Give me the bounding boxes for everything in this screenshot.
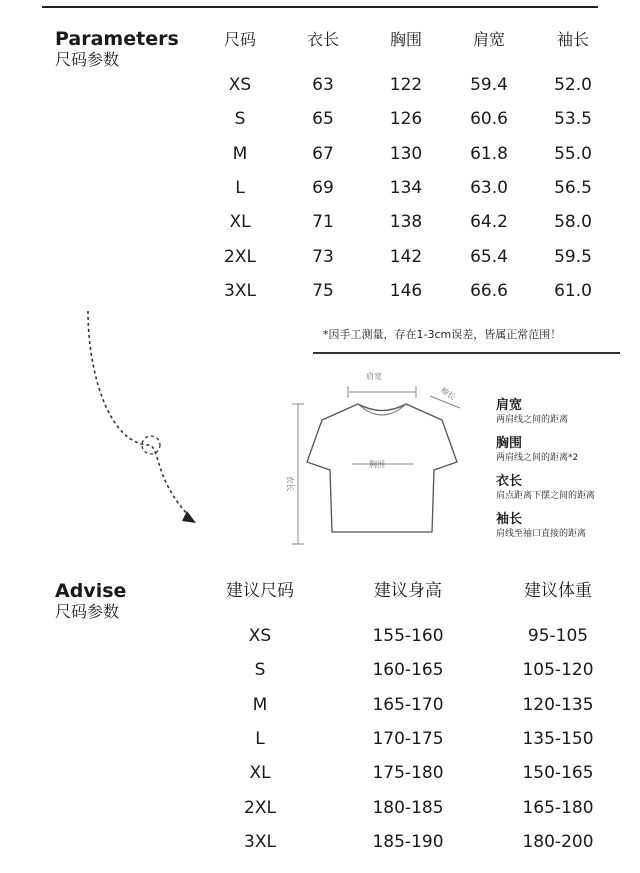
table-cell: 55.0 <box>554 143 592 164</box>
table-cell: 59.4 <box>470 75 508 95</box>
legend-desc: 两肩线之间的距离 <box>496 415 569 425</box>
legend-title: 肩宽 <box>496 398 523 413</box>
table-cell: 146 <box>389 280 423 301</box>
table-cell: 160-165 <box>372 660 444 681</box>
dotted-arrow-icon <box>80 305 210 535</box>
table-header-cell: 建议身高 <box>374 581 442 601</box>
advise-subtitle: 尺码参数 <box>55 602 120 621</box>
table-cell: 142 <box>389 246 423 267</box>
table-cell: 2XL <box>244 797 276 818</box>
diagram-chest-label: 胸围 <box>369 460 385 469</box>
table-cell: 130 <box>389 143 423 164</box>
table-cell: 61.8 <box>470 143 508 164</box>
table-cell: XS <box>248 626 272 646</box>
table-cell: 65 <box>312 109 334 130</box>
table-cell: 64.2 <box>470 212 508 233</box>
table-cell: 120-135 <box>522 694 594 715</box>
table-header-cell: 袖长 <box>556 30 589 49</box>
legend <box>496 398 595 550</box>
table-cell: S <box>254 660 266 681</box>
table-cell: 58.0 <box>554 212 592 233</box>
table-cell: 67 <box>312 143 334 164</box>
table-header-cell: 衣长 <box>306 30 339 49</box>
table-cell: 75 <box>312 280 334 301</box>
legend-title: 衣长 <box>496 474 523 489</box>
table-cell: XL <box>249 763 271 784</box>
diagram-sleeve-label: 袖长 <box>438 385 458 402</box>
advise-heading <box>55 580 126 622</box>
diagram-length-label: 衣长 <box>285 475 295 492</box>
table-cell: 65.4 <box>470 246 508 267</box>
table-cell: 63 <box>312 75 334 95</box>
table-cell: 63.0 <box>470 177 508 198</box>
table-cell: 165-170 <box>372 694 444 715</box>
table-cell: L <box>235 177 245 198</box>
table-cell: M <box>252 694 268 715</box>
measurement-note: *因手工测量，存在1-3cm误差，皆属正常范围！ <box>323 328 562 341</box>
table-cell: 53.5 <box>554 109 592 130</box>
table-cell: 138 <box>389 212 423 233</box>
table-cell: 61.0 <box>554 280 592 301</box>
table-cell: 122 <box>389 75 423 95</box>
table-cell: 134 <box>389 177 423 198</box>
table-cell: 155-160 <box>372 626 444 646</box>
table-cell: XS <box>228 75 252 95</box>
legend-desc: 肩点距离下摆之间的距离 <box>496 491 596 501</box>
legend-title: 胸围 <box>496 436 523 451</box>
table-cell: 105-120 <box>522 660 594 681</box>
table-cell: M <box>232 143 248 164</box>
table-header-cell: 胸围 <box>389 30 422 49</box>
table-cell: 59.5 <box>554 246 592 267</box>
table-cell: 60.6 <box>470 109 508 130</box>
parameters-title: Parameters <box>55 28 179 50</box>
table-cell: 73 <box>312 246 334 267</box>
parameters-subtitle: 尺码参数 <box>55 50 120 69</box>
table-cell: S <box>234 109 246 130</box>
table-cell: 66.6 <box>470 280 508 301</box>
table-cell: 71 <box>312 212 334 233</box>
table-cell: 150-165 <box>522 763 594 784</box>
legend-desc: 两肩线之间的距离*2 <box>496 453 579 463</box>
table-cell: 3XL <box>244 831 276 852</box>
table-header-cell: 肩宽 <box>472 30 505 49</box>
table-cell: 180-185 <box>372 797 444 818</box>
diagram-shoulder-label: 肩宽 <box>366 372 382 381</box>
table-header-cell: 尺码 <box>223 30 256 49</box>
table-cell: 52.0 <box>554 75 592 95</box>
table-cell: 165-180 <box>522 797 594 818</box>
table-cell: 126 <box>389 109 423 130</box>
advise-title: Advise <box>55 580 127 602</box>
table-cell: 3XL <box>224 280 256 301</box>
parameters-heading <box>55 28 179 70</box>
table-cell: 2XL <box>224 246 256 267</box>
table-header-cell: 建议体重 <box>524 581 592 601</box>
table-cell: 180-200 <box>522 831 594 852</box>
top-divider <box>42 6 598 8</box>
table-cell: 135-150 <box>522 728 594 749</box>
table-cell: 170-175 <box>372 728 444 749</box>
table-cell: L <box>255 728 265 749</box>
table-cell: 56.5 <box>554 177 592 198</box>
table-cell: 175-180 <box>372 763 444 784</box>
legend-title: 袖长 <box>496 512 523 527</box>
table-cell: XL <box>229 212 251 233</box>
middle-divider <box>313 352 620 354</box>
table-cell: 185-190 <box>372 831 444 852</box>
table-header-cell: 建议尺码 <box>226 581 294 601</box>
table-cell: 95-105 <box>527 626 589 646</box>
legend-desc: 肩线至袖口直接的距离 <box>496 529 587 539</box>
table-cell: 69 <box>312 177 334 198</box>
